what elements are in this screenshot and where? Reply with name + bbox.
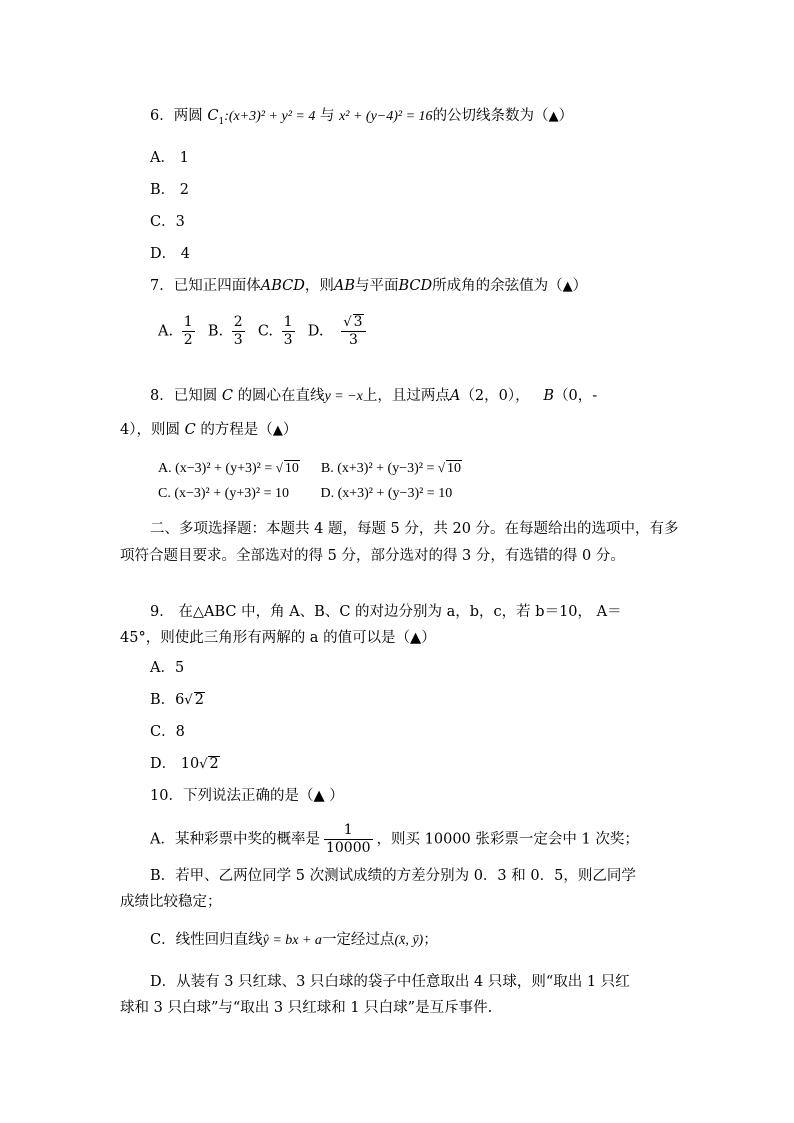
answer-marker: ▲	[272, 423, 283, 438]
q7-option-c-label: C.	[257, 323, 274, 340]
q6-stem-c: 的公切线条数为（	[432, 108, 549, 124]
q10-option-d-line1: D．从装有 3 只红球、3 只白球的袋子中任意取出 4 只球，则“取出 1 只红	[150, 974, 630, 990]
q10-option-a	[150, 822, 639, 857]
q7-stem-d: 所成角的余弦值为（	[432, 278, 563, 294]
fraction-denominator: 3	[283, 332, 293, 348]
q8-stem-line1	[150, 386, 597, 407]
q7-option-b-label: B.	[207, 323, 224, 340]
q8-point-b: B	[543, 388, 555, 404]
q10-mean-point: (x̄, ȳ)	[394, 933, 424, 948]
q6-option-c: C．3	[150, 214, 185, 230]
q7-option-d-label: D.	[307, 323, 324, 340]
q8-option-a-radicand: 10	[284, 461, 299, 476]
q7-option-a-label: A.	[158, 323, 174, 340]
fraction-numerator: 1	[283, 314, 293, 330]
q10-option-c-post: ；	[423, 932, 438, 948]
q7-stem-b: ，则	[304, 278, 334, 294]
q7-option-c-fraction	[282, 314, 295, 349]
q10-option-b-line2: 成绩比较稳定；	[120, 894, 222, 910]
q8-stem-line2-a: 4），则圆	[120, 422, 180, 438]
q6-option-d: D． 4	[150, 246, 190, 262]
fraction-numerator: 1	[183, 314, 193, 330]
q10-option-c-pre: C．线性回归直线	[150, 932, 263, 948]
answer-marker: ▲	[548, 109, 559, 124]
q9-stem-line1: 9． 在△ABC 中，角 A、B、C 的对边分别为 a，b，c，若 b＝10， A＝	[150, 604, 622, 620]
q6-stem-b: 与	[319, 108, 335, 124]
q9-option-d-radicand: 2	[209, 756, 219, 772]
q9-option-d: D． 10√ 2	[150, 756, 219, 772]
q8-stem-line2	[120, 420, 297, 441]
q8-options-row1: A. (x−3)² + (y+3)² = √ 10 B. (x+3)² + (y−3)² = √ 10	[158, 460, 461, 476]
q8-line-equation: y = −x	[324, 389, 363, 404]
q10-option-d-line2: 球和 3 只白球”与“取出 3 只红球和 1 只白球”是互斥事件.	[120, 1000, 493, 1016]
q8-point-a: A	[449, 388, 461, 404]
q9-option-a: A．5	[150, 660, 185, 676]
q8-point-a-coord: （2，0），	[460, 388, 530, 404]
q6-stem-a: 两圆	[173, 108, 203, 124]
q8-stem-end: ）	[282, 422, 298, 438]
sqrt-radicand: 3	[353, 314, 363, 330]
q6-option-a: A． 1	[150, 150, 189, 166]
fraction-denominator: 3	[233, 332, 243, 348]
q6-option-b: B． 2	[150, 182, 189, 198]
q8-point-b-coord: （0，-	[554, 388, 598, 404]
q6-equation-1: :(x+3)² + y² = 4	[224, 109, 316, 124]
q10-option-a-fraction	[324, 822, 373, 857]
q8-circle-c: C	[221, 388, 233, 404]
q8-option-d: D. (x+3)² + (y−3)² = 10	[320, 486, 453, 501]
fraction-denominator: 2	[183, 332, 193, 348]
q7-abcd: ABCD	[260, 278, 305, 294]
q9-stem-line2: 45°，则使此三角形有两解的 a 的值可以是（▲）	[120, 630, 436, 646]
fraction-denominator: 10000	[325, 840, 371, 856]
q9-option-b-radicand: 2	[194, 692, 204, 708]
q10-option-c	[150, 930, 438, 951]
q8-option-a: A. (x−3)² + (y+3)² =	[158, 461, 273, 476]
q10-option-b-line1: B．若甲、乙两位同学 5 次测试成绩的方差分别为 0．3 和 0．5，则乙同学	[150, 868, 636, 884]
q7-number: 7．	[150, 278, 174, 294]
q6-stem	[150, 106, 573, 127]
q7-stem-end: ）	[572, 278, 588, 294]
q6-equation-2: x² + (y−4)² = 16	[339, 109, 433, 124]
q8-option-c: C. (x−3)² + (y+3)² = 10	[158, 486, 289, 501]
q10-option-c-mid: 一定经过点	[321, 932, 395, 948]
answer-marker: ▲	[562, 279, 573, 294]
q8-circle-c-2: C	[184, 422, 196, 438]
q8-stem-line2-b: 的方程是（	[200, 422, 273, 438]
q10-option-a-pre: A．某种彩票中奖的概率是	[150, 831, 320, 848]
q8-option-b-radicand: 10	[447, 461, 461, 476]
q7-stem-c: 与平面	[355, 278, 399, 294]
q6-number: 6．	[150, 108, 174, 124]
section2-instructions: 二、多项选择题：本题共 4 题，每题 5 分，共 20 分。在每题给出的选项中，有多项符合题目要求。全部选对的得 5 分，部分选对的得 3 分，有选错的得 0 分。	[120, 521, 679, 564]
q8-stem-b: 的圆心在直线	[237, 388, 325, 404]
q8-option-b: B. (x+3)² + (y−3)² =	[320, 461, 435, 476]
q7-option-d-fraction: $\frac{√ 3}{3}$	[341, 314, 365, 349]
q10-option-a-post: ，则买 10000 张彩票一定会中 1 次奖；	[376, 831, 639, 848]
q9-option-b: B．6√ 2	[150, 692, 204, 708]
q7-stem	[150, 276, 587, 297]
q7-ab: AB	[333, 278, 355, 294]
fraction-denominator: 3	[348, 332, 358, 348]
q8-number: 8．	[150, 388, 174, 404]
q7-option-b-fraction	[232, 314, 245, 349]
q8-stem-a: 已知圆	[173, 388, 218, 404]
q9-option-b-text: B．6	[150, 692, 185, 708]
q6-stem-end: ）	[558, 108, 574, 124]
q7-option-a-fraction	[182, 314, 195, 349]
q6-circle-label: C	[207, 108, 219, 124]
q9-option-d-text: D． 10	[150, 756, 200, 772]
q6-circle-sub: 1	[218, 116, 225, 127]
q8-stem-c: 上，且过两点	[362, 388, 450, 404]
q7-bcd: BCD	[398, 278, 433, 294]
fraction-numerator: 2	[233, 314, 243, 330]
q10-regression-formula: ŷ = bx + a	[262, 933, 322, 948]
fraction-numerator: 1	[324, 822, 373, 840]
q8-options-row2	[158, 484, 452, 504]
q9-option-c: C．8	[150, 724, 185, 740]
q10-stem: 10．下列说法正确的是（▲ ）	[150, 788, 344, 804]
q7-options	[158, 314, 370, 349]
q7-stem-a: 已知正四面体	[173, 278, 261, 294]
